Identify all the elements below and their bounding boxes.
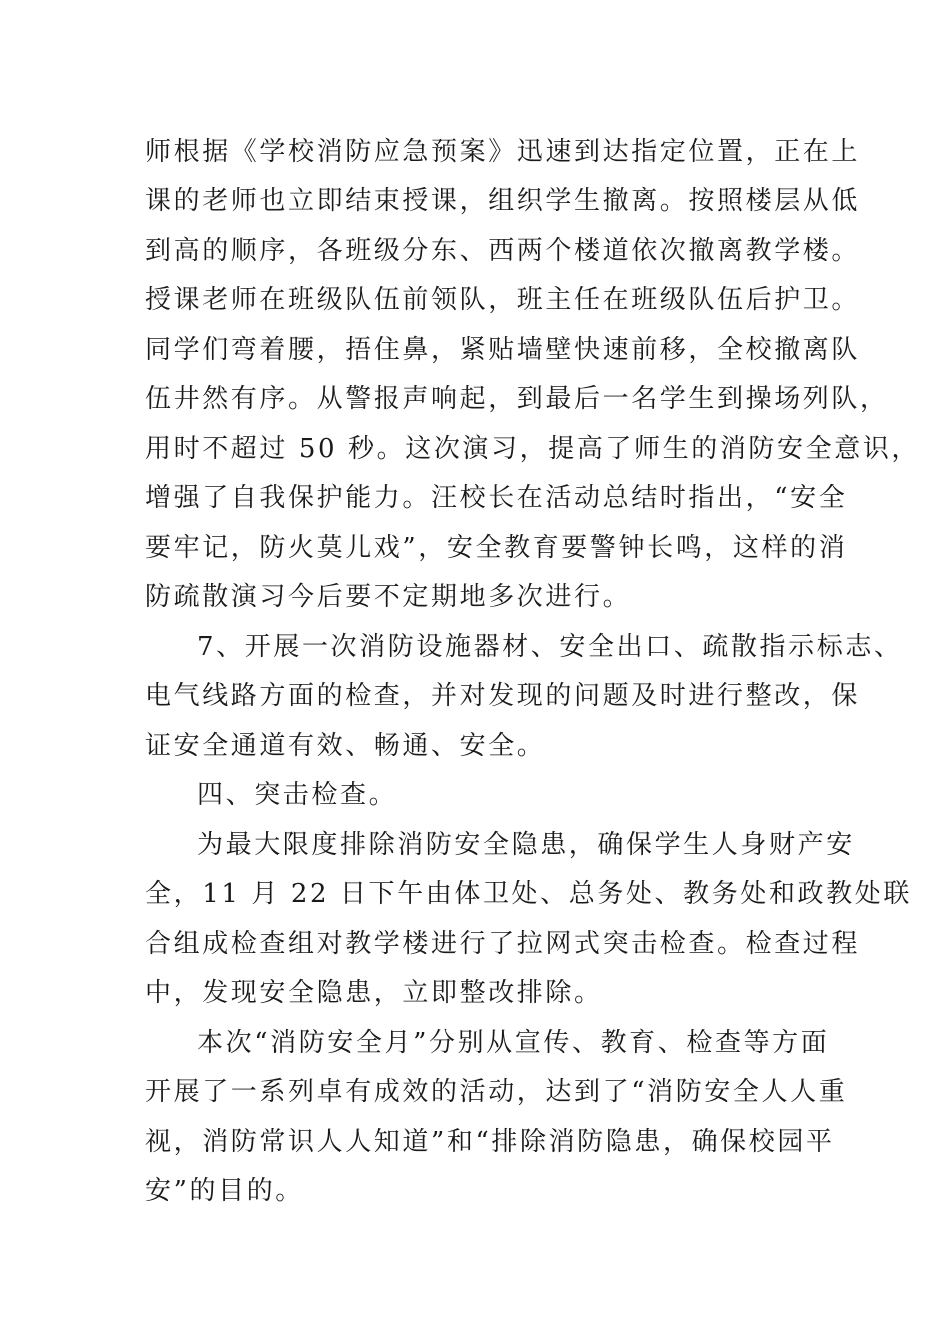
text-line: 同学们弯着腰，捂住鼻，紧贴墙壁快速前移，全校撤离队 — [145, 335, 861, 365]
text-line: 电气线路方面的检查，并对发现的问题及时进行整改，保 — [145, 681, 861, 711]
text-line: 课的老师也立即结束授课，组织学生撤离。按照楼层从低 — [145, 186, 861, 216]
text-line: 合组成检查组对教学楼进行了拉网式突击检查。检查过程 — [145, 929, 861, 959]
text-line: 中，发现安全隐患，立即整改排除。 — [145, 978, 603, 1008]
section-heading: 四、突击检查。 — [197, 780, 398, 810]
text-line: 授课老师在班级队伍前领队，班主任在班级队伍后护卫。 — [145, 285, 861, 315]
text-line: 要牢记，防火莫儿戏”，安全教育要警钟长鸣，这样的消 — [145, 533, 848, 563]
text-line: 为最大限度排除消防安全隐患，确保学生人身财产安 — [197, 830, 855, 860]
text-line: 开展了一系列卓有成效的活动，达到了“消防安全人人重 — [145, 1077, 848, 1107]
text-line: 7、开展一次消防设施器材、安全出口、疏散指示标志、 — [197, 632, 903, 662]
text-line: 增强了自我保护能力。汪校长在活动总结时指出，“安全 — [145, 483, 848, 513]
text-line: 防疏散演习今后要不定期地多次进行。 — [145, 582, 632, 612]
text-line: 证安全通道有效、畅通、安全。 — [145, 731, 546, 761]
text-line: 师根据《学校消防应急预案》迅速到达指定位置，正在上 — [145, 137, 861, 167]
text-line: 用时不超过 50 秒。这次演习，提高了师生的消防安全意识， — [145, 434, 921, 464]
text-line: 安”的目的。 — [145, 1176, 304, 1206]
text-line: 伍井然有序。从警报声响起，到最后一名学生到操场列队， — [145, 384, 889, 414]
text-line: 全，11 月 22 日下午由体卫处、总务处、教务处和政教处联 — [145, 879, 912, 909]
text-line: 本次“消防安全月”分别从宣传、教育、检查等方面 — [197, 1028, 830, 1058]
text-line: 到高的顺序，各班级分东、西两个楼道依次撤离教学楼。 — [145, 236, 861, 266]
text-line: 视，消防常识人人知道”和“排除消防隐患，确保校园平 — [145, 1127, 835, 1157]
